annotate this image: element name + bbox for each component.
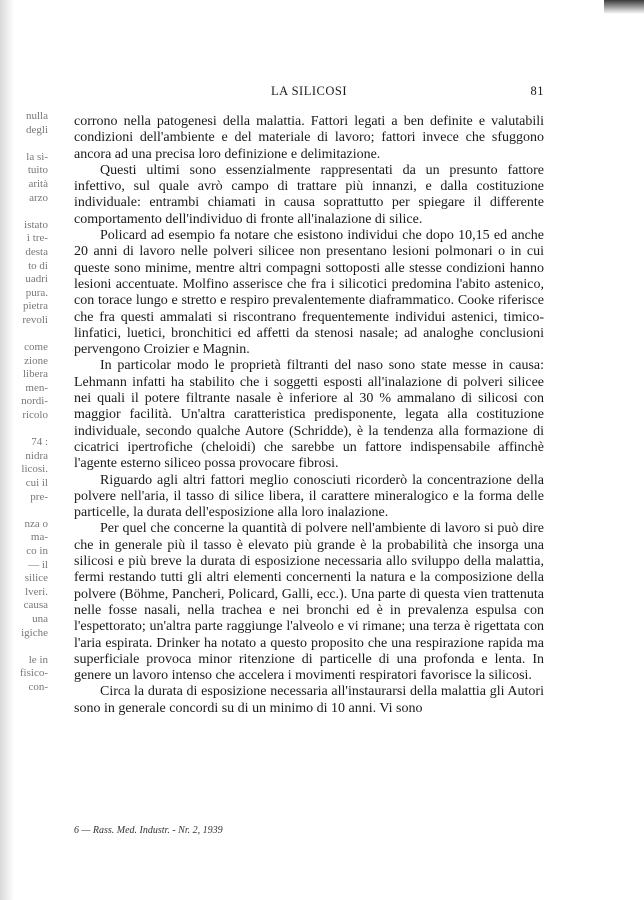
article-body <box>74 114 544 717</box>
bleed-line: degli <box>26 123 48 136</box>
bleed-line: to di <box>28 259 48 272</box>
bleed-line: licosi. <box>21 463 48 476</box>
bleed-line: nulla <box>26 110 48 122</box>
bleed-line: come <box>24 341 48 354</box>
bleed-line: silice <box>24 572 48 585</box>
bleed-line: nidra <box>25 449 48 462</box>
bleed-line: co in <box>26 545 48 557</box>
paragraph: Policard ad esempio fa notare che esistono individui che dopo 10,15 ed anche 20 anni di lavoro nelle polveri silicee non presentano lesioni polmonari o in cui queste sono minime, mentre altri compagni sottoposti alle stesse condizioni hanno lesioni accentuate. Molfino asserisce che fra i silicotici predomina l'abito astenico, con torace lungo e stretto e respiro prevalentemente diaframmatico. Cooke riferisce che fra questi ammalati si riscontrano frequentemente individui astenici, timico-linfatici, luetici, bronchitici ed affetti da stenosi nasale; ad analoghe conclusioni pervengono Croizier e Magnin. <box>74 228 544 358</box>
bleed-line: — il <box>28 558 48 571</box>
bleed-line: con- <box>28 680 48 693</box>
bleed-line: pura. <box>25 286 48 299</box>
bleed-line: istato <box>24 218 48 231</box>
bleed-line <box>4 205 48 219</box>
running-title: LA SILICOSI <box>271 84 347 98</box>
paragraph: Circa la durata di esposizione necessaria all'instaurarsi della malattia gli Autori sono in generale concordi su di un minimo di 10 anni. Vi sono <box>74 684 544 716</box>
bleed-line: revoli <box>22 313 48 326</box>
bleed-line: zione <box>24 354 48 367</box>
bleed-line: igiche <box>21 626 48 639</box>
paragraph: corrono nella patogenesi della malattia. Fattori legati a ben definite e valutabili condizioni dell'ambiente e del materiale di lavoro; fattori invece che sfuggono ancora ad una precisa loro definizione e delimitazione. <box>74 114 544 162</box>
bleed-line: nza o <box>24 517 48 530</box>
paragraph: In particolar modo le proprietà filtranti del naso sono state messe in causa: Lehmann infatti ha stabilito che i soggetti esposti all'inalazione di polveri silicee nei quali il potere filtrante nasale è inferiore al 30 % ammalano di silicosi con maggior facilità. Un'altra caratteristica predisponente, legata alla costituzione individuale, secondo qualche Autore (Schridde), è la tendenza alla formazione di cicatrici ipertrofiche (cheloidi) che sarebbe un fattore indispensabile affinchè l'agente esterno siliceo possa provocare fibrosi. <box>74 358 544 472</box>
bleed-line: 74 : <box>31 436 48 449</box>
paragraph: Riguardo agli altri fattori meglio conosciuti ricorderò la concentrazione della polvere nell'aria, il tasso di silice libera, il carattere mineralogico e la forma delle particelle, la durata dell'esposizione alla loro inalazione. <box>74 472 544 521</box>
scan-corner-shadow <box>604 0 644 14</box>
bleed-line: uadri <box>25 273 48 286</box>
bleed-line: pre- <box>30 490 48 503</box>
running-header <box>74 84 544 100</box>
bleed-line: le in <box>28 653 48 666</box>
bleed-line: men- <box>25 381 48 394</box>
bleed-line: fisico- <box>19 667 48 680</box>
bleed-line: libera <box>22 368 48 381</box>
bleed-line <box>4 137 48 151</box>
bleed-line: la si- <box>26 150 48 163</box>
bleed-line: causa <box>23 599 48 612</box>
journal-footer: 6 — Rass. Med. Industr. - Nr. 2, 1939 <box>74 825 223 836</box>
bleed-line: lveri. <box>25 585 48 598</box>
paragraph: Questi ultimi sono essenzialmente rappresentati da un presunto fattore infettivo, sul quale avrò campo di trattare più innanzi, e dalla costituzione individuale: entrambi chiamati in causa soprattutto per spiegare il differente comportamento dell'individuo di fronte all'inalazione di silice. <box>74 162 544 227</box>
bleed-line: arzo <box>29 191 48 204</box>
facing-page-bleed <box>4 110 48 695</box>
bleed-line: ma- <box>30 531 48 544</box>
paragraph: Per quel che concerne la quantità di polvere nell'ambiente di lavoro si può dire che in generale più il tasso è elevato più grande è la probabilità che insorga una silicosi e più breve la durata di esposizione necessaria allo sviluppo della malattia, fermi restando tutti gli altri elementi concernenti la natura e la composizione della polvere (Böhme, Pancheri, Policard, Galli, ecc.). Una parte di questa vien trattenuta nelle fosse nasali, nella trachea e nei bronchi ed è in prevalenza espulsa con l'espettorato; un'altra parte raggiunge l'alveolo e vi rimane; una terza è rigettata con l'aria espirata. Drinker ha notato a questo proposito che una respirazione rapida ma superficiale provoca minor ritenzione di particelle di una profonda e lenta. In genere un lavoro intenso che accelera i movimenti respiratori favorisce la silicosi. <box>74 521 544 684</box>
page-number: 81 <box>530 84 544 98</box>
bleed-line: i tre- <box>26 232 48 245</box>
bleed-line <box>4 640 48 654</box>
bleed-line: una <box>32 612 48 625</box>
bleed-line: desta <box>25 245 48 258</box>
bleed-line <box>4 423 48 437</box>
bleed-line: pietra <box>22 300 48 313</box>
bleed-line: tuito <box>27 164 48 177</box>
bleed-line <box>4 504 48 518</box>
bleed-line <box>4 328 48 342</box>
bleed-line: cui il <box>25 477 48 490</box>
bleed-line: arità <box>28 177 48 190</box>
bleed-line: nordi- <box>21 395 48 408</box>
bleed-line: ricolo <box>22 409 48 422</box>
